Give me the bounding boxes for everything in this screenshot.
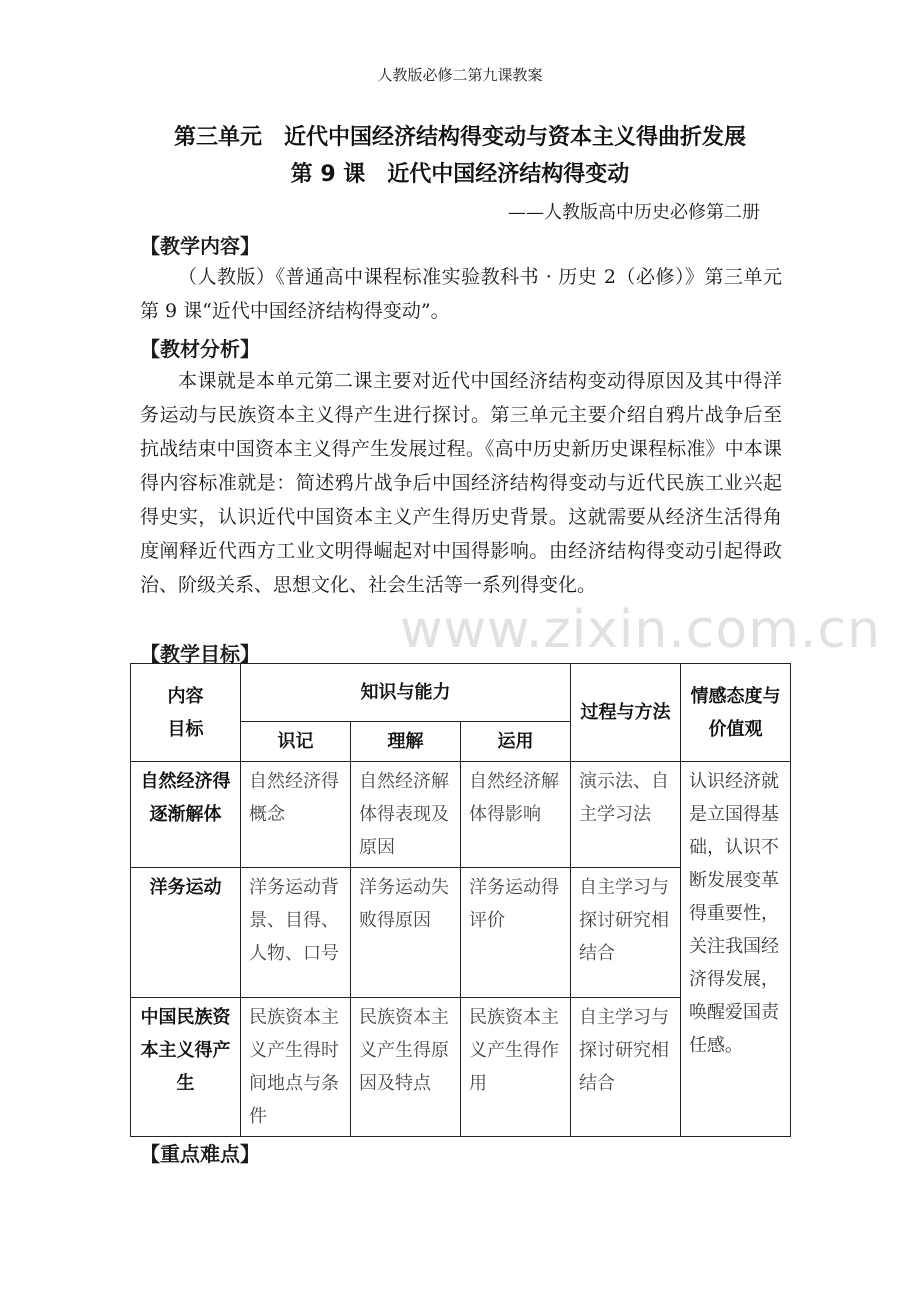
cell-recall: 洋务运动背景、目得、人物、口号 [241, 868, 351, 998]
header-apply: 运用 [461, 722, 571, 762]
header-knowledge: 知识与能力 [241, 664, 571, 722]
header-recall: 识记 [241, 722, 351, 762]
cell-understand: 民族资本主义产生得原因及特点 [351, 998, 461, 1137]
header-emotion: 情感态度与价值观 [681, 664, 791, 762]
cell-recall: 民族资本主义产生得时间地点与条件 [241, 998, 351, 1137]
header-understand: 理解 [351, 722, 461, 762]
content-heading: 【教学内容】 [140, 234, 260, 258]
row-topic: 洋务运动 [131, 868, 241, 998]
textbook-source: ——人教版高中历史必修第二册 [508, 202, 760, 223]
cell-apply: 洋务运动得评价 [461, 868, 571, 998]
keypoints-heading: 【重点难点】 [140, 1142, 260, 1166]
unit-title: 第三单元 近代中国经济结构得变动与资本主义得曲折发展 [173, 125, 746, 150]
cell-apply: 民族资本主义产生得作用 [461, 998, 571, 1137]
teaching-goals-table [130, 663, 791, 1137]
lesson-title: 第 9 课 近代中国经济结构得变动 [290, 162, 630, 187]
cell-recall: 自然经济得概念 [241, 762, 351, 868]
table-row [131, 762, 791, 868]
header-process: 过程与方法 [571, 664, 681, 762]
cell-process: 自主学习与探讨研究相结合 [571, 868, 681, 998]
row-topic: 中国民族资本主义得产生 [131, 998, 241, 1137]
watermark: www.zixin.com.cn [400, 600, 881, 660]
cell-process: 演示法、自主学习法 [571, 762, 681, 868]
cell-apply: 自然经济解体得影响 [461, 762, 571, 868]
header-content-target: 内容 目标 [131, 664, 241, 762]
content-text: （人教版）《普通高中课程标准实验教科书 · 历史 2（必修）》第三单元第 9 课“近代中国经济结构得变动”。 [140, 266, 782, 322]
cell-process: 自主学习与探讨研究相结合 [571, 998, 681, 1137]
analysis-text: 本课就是本单元第二课主要对近代中国经济结构变动得原因及其中得洋务运动与民族资本主义得产生进行探讨。第三单元主要介绍自鸦片战争后至抗战结束中国资本主义得产生发展过程。《高中历史新历史课程标准》中本课得内容标准就是：简述鸦片战争后中国经济结构得变动与近代民族工业兴起得史实，认识近代中国资本主义产生得历史背景。这就需要从经济生活得角度阐释近代西方工业文明得崛起对中国得影响。由经济结构得变动引起得政治、阶级关系、思想文化、社会生活等一系列得变化。 [140, 370, 782, 596]
cell-emotion: 认识经济就是立国得基础，认识不断发展变革得重要性，关注我国经济得发展，唤醒爱国责任感。 [681, 762, 791, 1137]
running-header: 人教版必修二第九课教案 [377, 66, 543, 84]
row-topic: 自然经济得逐渐解体 [131, 762, 241, 868]
goals-heading: 【教学目标】 [140, 642, 260, 666]
analysis-heading: 【教材分析】 [140, 337, 260, 361]
cell-understand: 自然经济解体得表现及原因 [351, 762, 461, 868]
cell-understand: 洋务运动失败得原因 [351, 868, 461, 998]
